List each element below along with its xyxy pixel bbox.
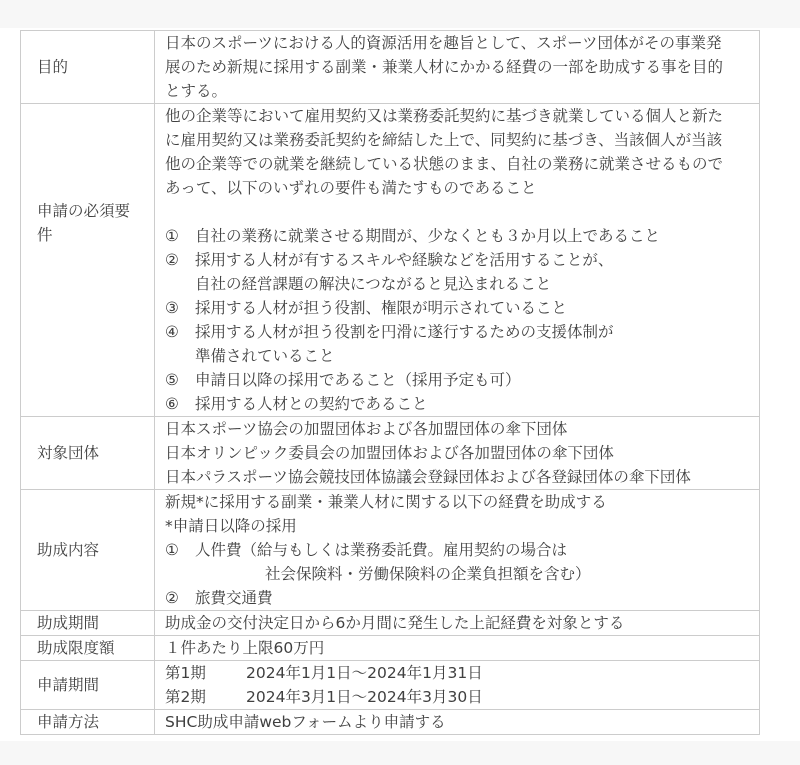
period-term: 第1期 [165,664,206,682]
table-row-application-method [21,710,760,735]
item-number: ⑤ [165,371,179,389]
row-label-organizations: 対象団体 [21,417,155,490]
item-text: 採用する人材との契約であること [195,395,428,413]
period-range: 2024年3月1日～2024年3月30日 [246,688,483,706]
row-label-grant-period: 助成期間 [21,611,155,636]
row-content-purpose [155,31,760,104]
grant-program-table [20,30,760,735]
table-row-grant-period [21,611,760,636]
content-background [0,28,800,741]
item-number: ① [165,227,179,245]
content-line: SHC助成申請webフォームより申請する [165,713,446,731]
table-row-grant-contents [21,490,760,611]
item-continuation: 準備されていること [195,347,335,365]
period-line [165,685,747,709]
item-number: ② [165,251,179,269]
item-number: ① [165,541,179,559]
table-row-organizations [21,417,760,490]
row-content-application-period [155,661,760,710]
item-text: 旅費交通費 [195,589,273,607]
row-label-grant-limit: 助成限度額 [21,636,155,661]
content-line: 他の企業等での就業を継続している状態のまま、自社の業務に就業させるもので [165,155,724,173]
row-label-application-period: 申請期間 [21,661,155,710]
row-label-application-method: 申請方法 [21,710,155,735]
list-item [165,248,747,272]
item-number: ③ [165,299,179,317]
content-line: 新規*に採用する副業・兼業人材に関する以下の経費を助成する [165,493,607,511]
list-item [165,586,747,610]
item-continuation: 社会保険料・労働保険料の企業負担額を含む） [265,565,591,583]
content-line: 他の企業等において雇用契約又は業務委託契約に基づき就業している個人と新た [165,107,724,125]
row-content-grant-limit [155,636,760,661]
row-label-grant-contents: 助成内容 [21,490,155,611]
period-term: 第2期 [165,688,206,706]
item-text: 人件費（給与もしくは業務委託費。雇用契約の場合は [195,541,568,559]
table-row-application-period [21,661,760,710]
row-content-grant-period [155,611,760,636]
list-item [165,224,747,248]
item-number: ② [165,589,179,607]
list-item [165,368,747,392]
table-row-requirements [21,104,760,417]
content-line: *申請日以降の採用 [165,517,297,535]
list-item [165,392,747,416]
content-line: 展のため新規に採用する副業・兼業人材にかかる経費の一部を助成する事を目的 [165,58,724,76]
row-content-requirements [155,104,760,417]
period-range: 2024年1月1日～2024年1月31日 [246,664,483,682]
content-line: 日本スポーツ協会の加盟団体および各加盟団体の傘下団体 [165,420,568,438]
item-number: ⑥ [165,395,179,413]
content-line: 日本オリンピック委員会の加盟団体および各加盟団体の傘下団体 [165,444,614,462]
period-line [165,661,747,685]
list-item [165,538,747,562]
row-content-application-method [155,710,760,735]
content-line: 助成金の交付決定日から6か月間に発生した上記経費を対象とする [165,614,625,632]
content-line: １件あたり上限60万円 [165,639,325,657]
content-line: とする。 [165,82,228,100]
list-item [165,320,747,344]
item-text: 申請日以降の採用であること（採用予定も可） [195,371,521,389]
blank-line [165,200,747,224]
table-row-purpose [21,31,760,104]
item-number: ④ [165,323,179,341]
content-line: 日本パラスポーツ協会競技団体協議会登録団体および各登録団体の傘下団体 [165,468,691,486]
item-continuation: 自社の経営課題の解決につながると見込まれること [195,275,552,293]
row-label-requirements: 申請の必須要件 [21,104,155,417]
content-line: あって、以下のいずれの要件も満たすものであること [165,179,537,197]
item-text: 採用する人材が担う役割、権限が明示されていること [195,299,568,317]
table-row-grant-limit [21,636,760,661]
content-line: に雇用契約又は業務委託契約を締結した上で、同契約に基づき、当該個人が当該 [165,131,723,149]
list-item [165,296,747,320]
row-content-organizations [155,417,760,490]
content-line: 日本のスポーツにおける人的資源活用を趣旨として、スポーツ団体がその事業発 [165,34,722,52]
row-label-purpose: 目的 [21,31,155,104]
item-text: 採用する人材が有するスキルや経験などを活用することが、 [195,251,614,269]
item-text: 自社の業務に就業させる期間が、少なくとも３か月以上であること [195,227,661,245]
item-text: 採用する人材が担う役割を円滑に遂行するための支援体制が [195,323,614,341]
row-content-grant-contents [155,490,760,611]
